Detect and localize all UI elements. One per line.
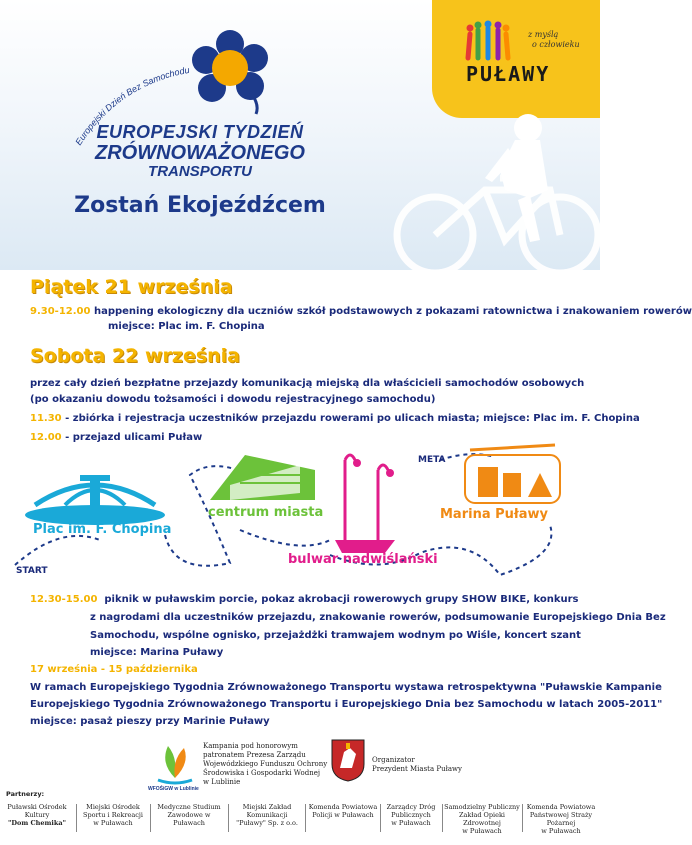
partner-1 xyxy=(2,803,72,827)
city-tagline-2: o człowieku xyxy=(532,40,580,49)
patronage-line-4: Środowiska i Gospodarki Wodnej xyxy=(203,769,321,777)
building-icon xyxy=(210,455,315,500)
patronage-line-1: Kampania pod honorowym xyxy=(203,742,298,750)
partner-6-line-1: Zarządcy Dróg xyxy=(386,803,436,811)
patronage-text xyxy=(203,742,327,787)
partner-5-line-1: Komenda Powiatowa xyxy=(308,803,378,811)
friday-text: happening ekologiczny dla uczniów szkół podstawowych z pokazami ratownictwa i znakowaniem rowerów xyxy=(90,306,692,317)
partner-1-line-2: Kultury xyxy=(24,811,50,819)
partner-divider xyxy=(76,804,77,832)
partner-8 xyxy=(523,803,599,835)
partners-label: Partnerzy: xyxy=(6,790,45,798)
city-name: PUŁAWY xyxy=(466,62,551,86)
partner-5-line-2: Policji w Puławach xyxy=(312,811,374,819)
patronage-line-5: w Lublinie xyxy=(203,778,241,786)
partner-8-line-3: w Puławach xyxy=(541,827,581,835)
partner-7 xyxy=(443,803,521,835)
partner-divider xyxy=(228,804,229,832)
cyclist-silhouette xyxy=(390,100,600,290)
slogan: Zostań Ekojeźdźcem xyxy=(74,193,326,218)
partner-3-line-2: Zawodowe w Puławach xyxy=(167,811,211,827)
partner-divider xyxy=(305,804,306,832)
patronage-line-2: patronatem Prezesa Zarządu xyxy=(203,751,306,759)
marina-icon xyxy=(465,445,560,503)
saturday-ride xyxy=(30,432,202,443)
place-center: centrum miasta xyxy=(208,505,324,520)
ride-time: 12.00 xyxy=(30,432,62,443)
place-marina: Marina Puławy xyxy=(440,507,548,522)
place-chopin: Plac im. F. Chopina xyxy=(33,522,172,537)
patronage-line-3: Wojewódzkiego Funduszu Ochrony xyxy=(203,760,328,768)
afternoon-line-3: Samochodu, wspólne ognisko, przejażdżki tramwajem wodnym po Wiśle, koncert szant xyxy=(90,630,581,641)
saturday-heading: Sobota 22 września xyxy=(30,345,241,367)
saturday-line-1: przez cały dzień bezpłatne przejazdy komunikacją miejską dla właścicieli samochodów osobowych xyxy=(30,378,585,389)
people-icon xyxy=(462,22,522,62)
assembly-text: - zbiórka i rejestracja uczestników przejazdu rowerami po ulicach miasta; miejsce: Plac im. F. Chopina xyxy=(61,413,640,424)
saturday-assembly xyxy=(30,413,640,424)
logo-line-3: TRANSPORTU xyxy=(148,163,252,180)
coat-of-arms-icon xyxy=(330,738,366,782)
svg-text:Europejski Dzień Bez Samochodu: Europejski Dzień Bez Samochodu xyxy=(73,64,191,148)
friday-line xyxy=(30,306,692,317)
partner-3 xyxy=(152,803,226,827)
fund-label: WFOŚiGW w Lublinie xyxy=(148,786,199,792)
assembly-time: 11.30 xyxy=(30,413,62,424)
city-tagline-1: z myślą xyxy=(528,30,559,39)
partner-4-line-1: Miejski Zakład xyxy=(242,803,292,811)
logo-line-2: ZRÓWNOWAŻONEGO xyxy=(95,142,305,164)
organizer-line-2: Prezydent Miasta Puławy xyxy=(372,765,463,773)
partner-4 xyxy=(230,803,304,827)
exhibition-line-3: miejsce: pasaż pieszy przy Marinie Puławy xyxy=(30,716,270,727)
boulevard-icon xyxy=(335,455,395,553)
afternoon-time: 12.30-15.00 xyxy=(30,594,98,605)
ride-text: - przejazd ulicami Puław xyxy=(61,432,203,443)
partner-divider xyxy=(150,804,151,832)
fund-logo-icon xyxy=(150,738,200,788)
partner-7-line-1: Samodzielny Publiczny xyxy=(444,803,520,811)
partner-6 xyxy=(381,803,441,827)
afternoon-line-1 xyxy=(30,594,579,605)
partner-3-line-1: Medyczne Studium xyxy=(157,803,221,811)
organizer-text xyxy=(372,756,462,774)
place-boulevard: bulwar nadwiślański xyxy=(288,552,438,567)
afternoon-line-2: z nagrodami dla uczestników przejazdu, znakowanie rowerów, podsumowanie Europejskiego Dnia Bez xyxy=(90,612,666,623)
fountain-icon xyxy=(25,475,165,525)
exhibition-dates: 17 września - 15 października xyxy=(30,664,198,675)
exhibition-line-1: W ramach Europejskiego Tygodnia Zrównoważonego Transportu wystawa retrospektywna "Puławskie Kampanie xyxy=(30,682,662,693)
route-meta-label: META xyxy=(418,455,446,465)
partner-8-line-1: Komenda Powiatowa xyxy=(526,803,596,811)
afternoon-text-1: piknik w puławskim porcie, pokaz akrobacji rowerowych grupy SHOW BIKE, konkurs xyxy=(104,594,579,605)
route-segment-3 xyxy=(240,530,330,546)
organizer-line-1: Organizator xyxy=(372,756,415,764)
partner-7-line-2: Zakład Opieki Zdrowotnej xyxy=(459,811,505,827)
partner-6-line-3: w Puławach xyxy=(391,819,431,827)
saturday-line-2: (po okazaniu dowodu tożsamości i dowodu rejestracyjnego samochodu) xyxy=(30,394,436,405)
partner-2-line-2: Sportu i Rekreacji xyxy=(83,811,143,819)
partner-6-line-2: Publicznych xyxy=(391,811,431,819)
friday-time: 9.30-12.00 xyxy=(30,306,91,317)
logo-line-1: EUROPEJSKI TYDZIEŃ xyxy=(96,122,304,142)
partner-2-line-3: w Puławach xyxy=(93,819,133,827)
partner-1-line-3: "Dom Chemika" xyxy=(8,819,66,827)
partner-7-line-3: w Puławach xyxy=(462,827,502,835)
partner-4-line-3: "Puławy" Sp. z o.o. xyxy=(236,819,298,827)
partner-1-line-1: Puławski Ośrodek xyxy=(7,803,67,811)
partner-2 xyxy=(78,803,148,827)
route-segment-1 xyxy=(15,536,100,565)
partner-4-line-2: Komunikacji xyxy=(246,811,288,819)
friday-heading: Piątek 21 września xyxy=(30,276,233,298)
route-start-label: START xyxy=(16,566,48,576)
partner-8-line-2: Państwowej Straży Pożarnej xyxy=(529,811,593,827)
afternoon-line-4: miejsce: Marina Puławy xyxy=(90,647,224,658)
exhibition-line-2: Europejskiego Tygodnia Zrównoważonego Transportu i Europejskiego Dnia bez Samochodu w latach 2005-2011" xyxy=(30,699,663,710)
partner-5 xyxy=(307,803,379,819)
partner-2-line-1: Miejski Ośrodek xyxy=(86,803,140,811)
friday-place: miejsce: Plac im. F. Chopina xyxy=(108,321,265,332)
